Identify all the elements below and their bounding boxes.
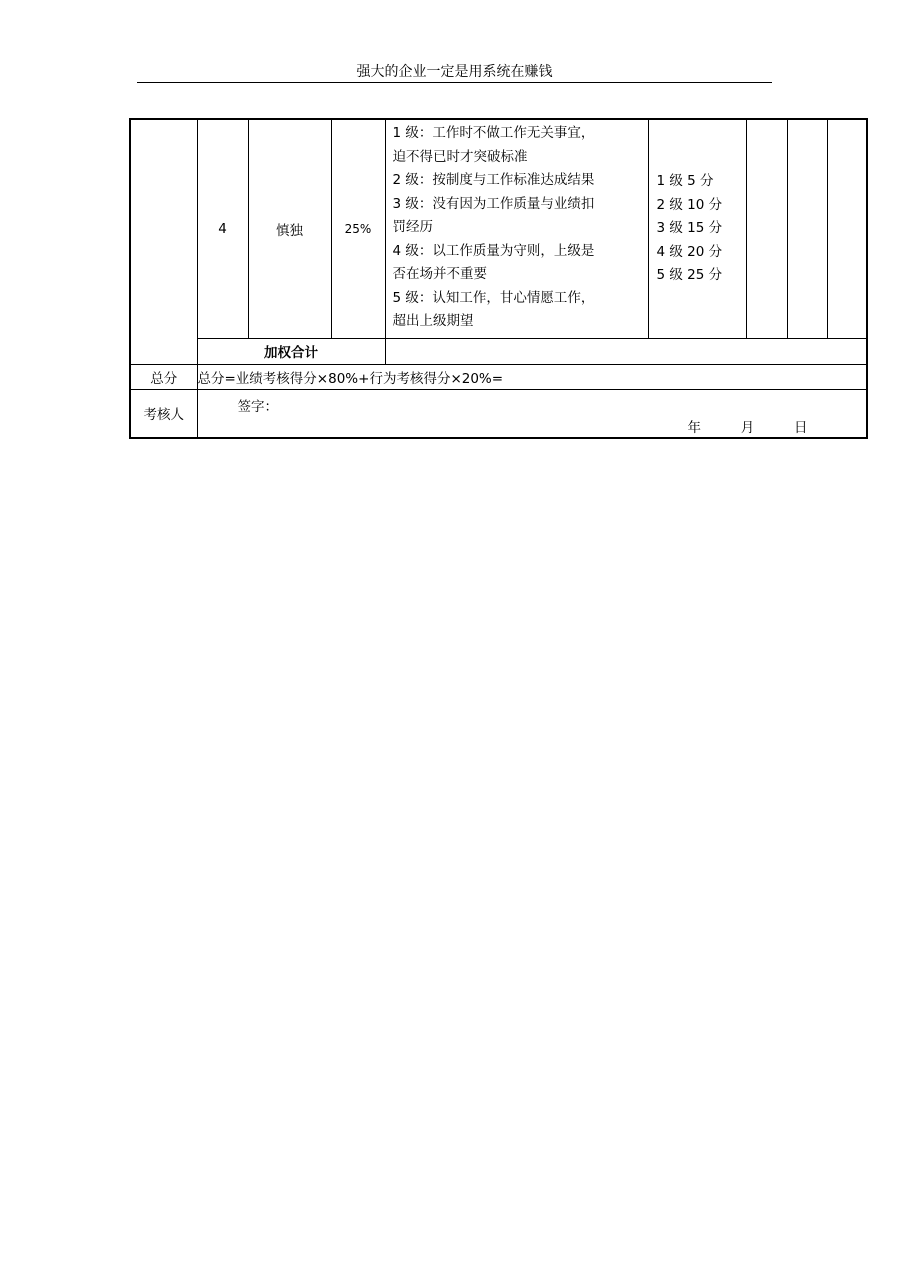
level-line: 5 级：认知工作，甘心情愿工作， (392, 289, 595, 306)
score-line: 2 级 10 分 (656, 196, 723, 213)
score-scale-cell (648, 119, 746, 338)
level-line: 2 级：按制度与工作标准达成结果 (392, 172, 595, 188)
date-month: 月 (740, 419, 755, 436)
item-row (130, 119, 867, 338)
score-scale-list (649, 170, 746, 288)
item-number: 4 (197, 119, 248, 338)
date-day: 日 (794, 419, 808, 436)
score-entry-cell[interactable] (787, 119, 827, 338)
score-entry-cell[interactable] (746, 119, 787, 338)
date-line (688, 416, 808, 436)
item-weight: 25% (331, 119, 385, 338)
date-year: 年 (687, 419, 701, 436)
signature-cell[interactable] (197, 389, 867, 438)
page-header (137, 62, 772, 83)
signature-label: 签字： (237, 398, 278, 415)
score-line: 4 级 20 分 (656, 243, 723, 260)
level-line: 4 级：以工作质量为守则，上级是 (392, 242, 595, 259)
level-line: 罚经历 (392, 219, 433, 235)
score-line: 1 级 5 分 (656, 173, 714, 189)
weighted-total-row (130, 338, 867, 364)
total-score-row (130, 364, 867, 389)
score-entry-cell[interactable] (827, 119, 867, 338)
score-line: 3 级 15 分 (656, 220, 723, 236)
weighted-total-label: 加权合计 (197, 338, 385, 364)
total-score-label: 总分 (130, 364, 197, 389)
header-title: 强大的企业一定是用系统在赚钱 (356, 64, 553, 80)
reviewer-row (130, 389, 867, 438)
level-line: 超出上级期望 (392, 313, 474, 329)
weighted-total-value[interactable] (385, 338, 867, 364)
total-score-formula: 总分=业绩考核得分×80%+行为考核得分×20%= (197, 364, 867, 389)
level-line: 3 级：没有因为工作质量与业绩扣 (392, 195, 595, 212)
reviewer-label: 考核人 (130, 389, 197, 438)
score-line: 5 级 25 分 (656, 267, 723, 283)
level-description-cell (385, 119, 648, 338)
evaluation-table (129, 118, 868, 439)
category-cell (130, 119, 197, 364)
level-line: 迫不得已时才突破标准 (392, 148, 528, 165)
level-line: 1 级：工作时不做工作无关事宜， (392, 125, 595, 141)
level-description-list (386, 120, 648, 338)
item-name: 慎独 (248, 119, 331, 338)
level-line: 否在场并不重要 (392, 266, 487, 282)
